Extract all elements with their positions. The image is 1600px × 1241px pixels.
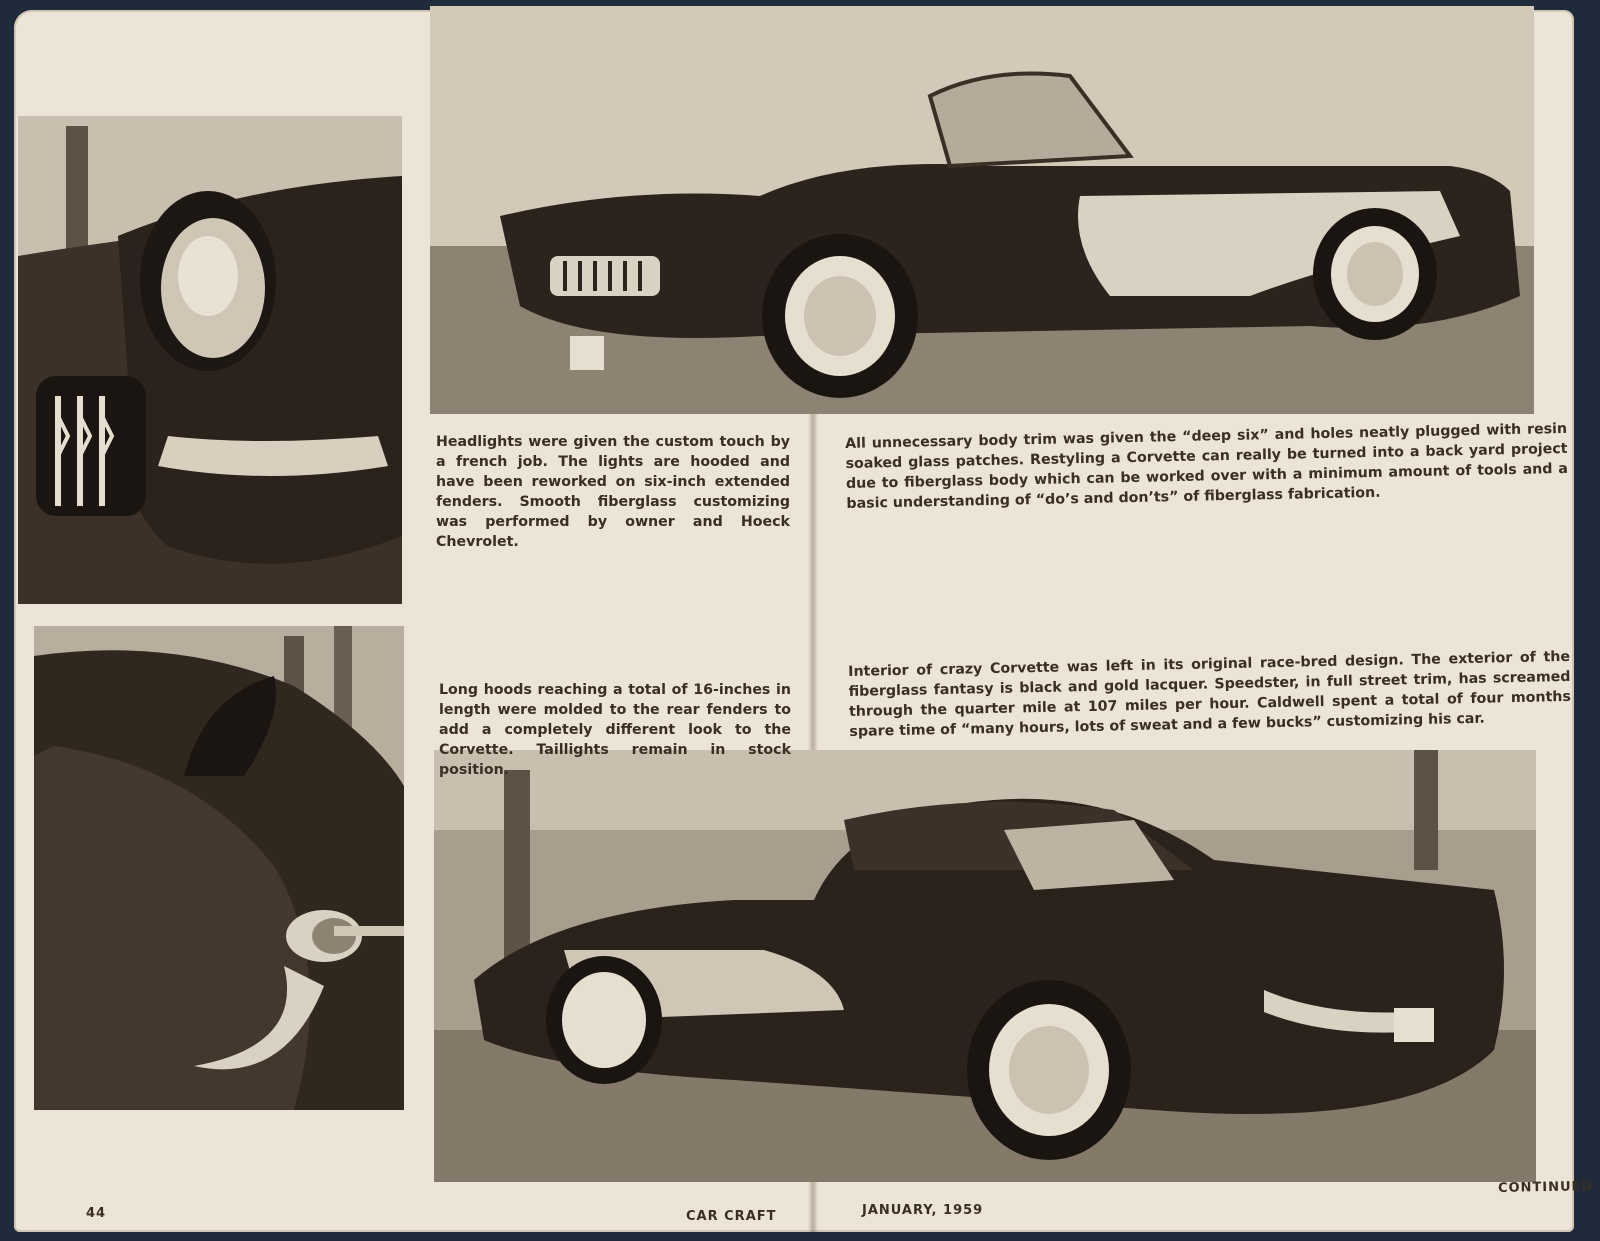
headlights-caption: Headlights were given the custom touch by a french job. The lights are hooded and have been reworked on six-inch extended fenders. Smooth fiberglass customizing was performed by owner and Hoeck Chevrolet. (436, 434, 790, 550)
issue-date: JANUARY, 1959 (862, 1203, 984, 1218)
hardtop-rear-illustration (434, 750, 1536, 1182)
body-trim-caption: All unnecessary body trim was given the “deep six” and holes neatly plugged with resin soaked glass patches. Restyling a Corvette can really be turned into a back yard project due to fiberglass body which can be worked over with a minimum amount of tools and a basic understanding of “do’s and don’ts” of fiberglass fabrication. (845, 420, 1569, 512)
interior-caption: Interior of crazy Corvette was left in its original race-bred design. The exterior of the fiberglass fantasy is black and gold lacquer. Speedster, in full street trim, has screamed through the quarter mile at 107 miles per hour. Caldwell spent a total of four months spare time of “many hours, lots of sweat and a few bucks” customizing his car. (848, 648, 1572, 740)
magazine-name: CAR CRAFT (686, 1209, 777, 1224)
taillight-closeup-illustration (34, 626, 404, 1110)
roadster-side-photo (430, 6, 1534, 414)
page-number: 44 (86, 1206, 107, 1221)
hardtop-rear-photo (434, 750, 1536, 1182)
headlight-closeup-photo (18, 116, 402, 604)
roadster-side-illustration (430, 6, 1534, 414)
continued-label: CONTINUED (1497, 1179, 1594, 1196)
taillight-closeup-photo (34, 626, 404, 1110)
headlight-closeup-illustration (18, 116, 402, 604)
long-hoods-caption: Long hoods reaching a total of 16-inches in length were molded to the rear fenders to add a completely different look to the Corvette. Taillights remain in stock position. (439, 682, 791, 778)
